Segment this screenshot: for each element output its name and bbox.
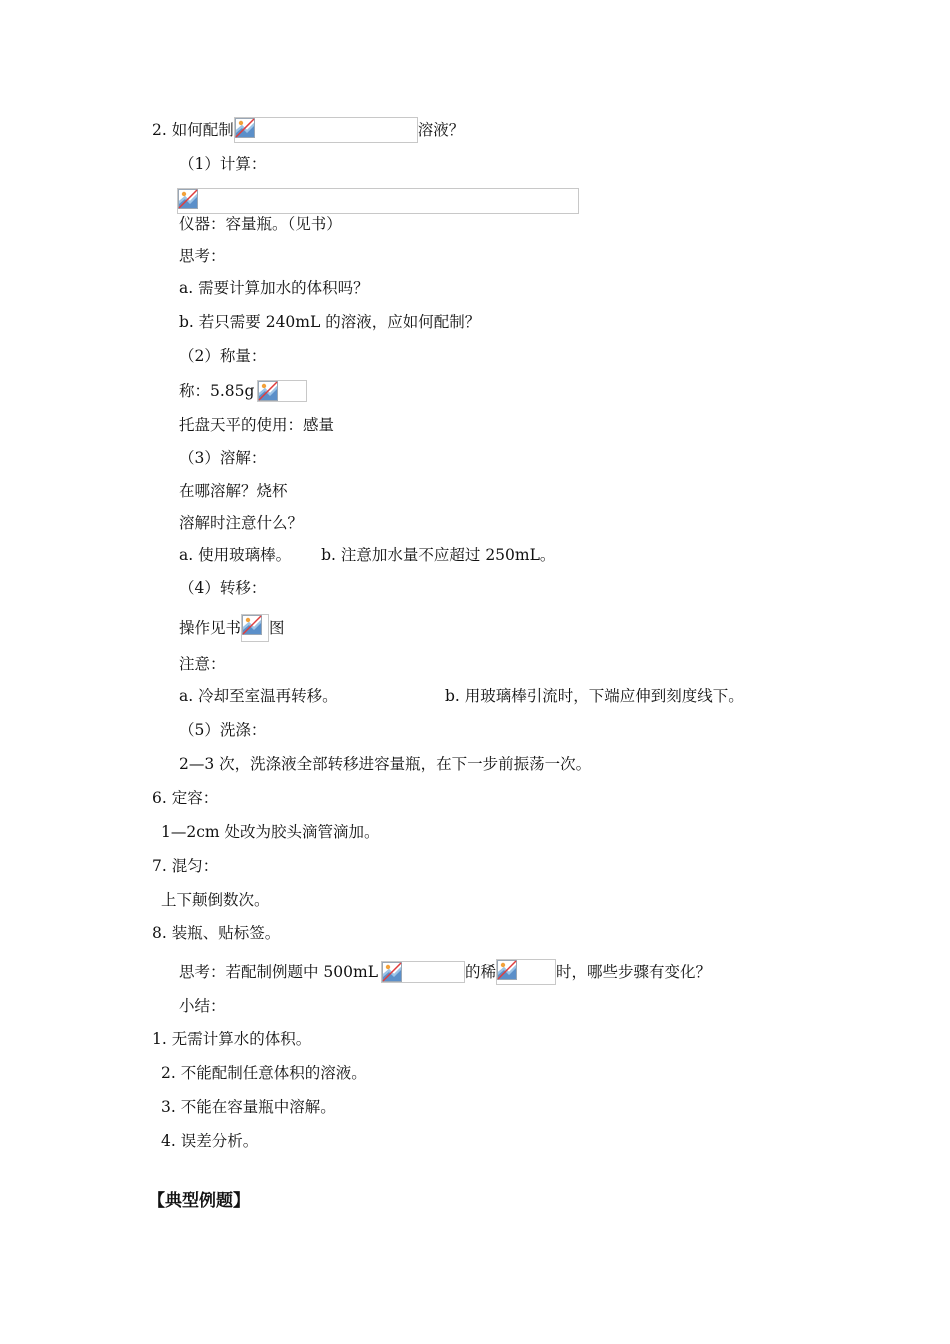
fix-volume-text: 1—2cm 处改为胶头滴管滴加。 xyxy=(161,823,380,841)
broken-image-icon xyxy=(497,960,517,980)
summary-item-3: 3. 不能在容量瓶中溶解。 xyxy=(161,1098,336,1116)
wash-text: 2—3 次，洗涤液全部转移进容量瓶，在下一步前振荡一次。 xyxy=(179,755,592,773)
dissolve-attention: 溶解时注意什么？ xyxy=(179,514,304,532)
step-1-title: （1）计算： xyxy=(179,155,267,173)
transfer-operation: 操作见书 图 xyxy=(179,614,285,642)
formula-image xyxy=(381,961,465,983)
formula-image xyxy=(496,959,556,985)
dissolve-notes: a. 使用玻璃棒。 b. 注意加水量不应超过 250mL。 xyxy=(179,546,556,564)
heading-how-to-prepare: 2. 如何配制 溶液？ xyxy=(152,117,464,143)
summary-item-1: 1. 无需计算水的体积。 xyxy=(152,1030,312,1048)
broken-image-icon xyxy=(242,615,262,635)
formula-image xyxy=(177,188,579,214)
step-7-title: 7. 混匀： xyxy=(152,857,219,875)
broken-image-icon xyxy=(235,118,255,138)
think-label: 思考： xyxy=(179,247,226,265)
calculation-image-row xyxy=(177,188,579,214)
formula-image xyxy=(234,117,418,143)
step-8-title: 8. 装瓶、贴标签。 xyxy=(152,924,281,942)
transfer-notes: a. 冷却至室温再转移。 b. 用玻璃棒引流时，下端应伸到刻度线下。 xyxy=(179,687,744,705)
balance-usage: 托盘天平的使用：感量 xyxy=(179,416,335,434)
step-3-title: （3）溶解： xyxy=(179,449,267,467)
summary-label: 小结： xyxy=(179,997,226,1015)
formula-image xyxy=(257,380,307,402)
step-2-title: （2）称量： xyxy=(179,347,267,365)
think-500ml: 思考：若配制例题中 500mL 的稀 时，哪些步骤有变化？ xyxy=(179,959,711,985)
question-b: b. 若只需要 240mL 的溶液，应如何配制？ xyxy=(179,313,481,331)
step-4-title: （4）转移： xyxy=(179,579,267,597)
broken-image-icon xyxy=(258,381,278,401)
section-heading-examples: 【典型例题】 xyxy=(148,1191,250,1211)
instrument-text: 仪器：容量瓶。（见书） xyxy=(179,215,342,233)
broken-image-icon xyxy=(382,962,402,982)
weigh-line: 称：5.85g xyxy=(179,380,307,402)
broken-image-icon xyxy=(178,189,198,209)
step-6-title: 6. 定容： xyxy=(152,789,219,807)
step-5-title: （5）洗涤： xyxy=(179,721,267,739)
summary-item-4: 4. 误差分析。 xyxy=(161,1132,259,1150)
attention-label: 注意： xyxy=(179,655,226,673)
dissolve-where: 在哪溶解？烧杯 xyxy=(179,482,288,500)
question-a: a. 需要计算加水的体积吗？ xyxy=(179,279,369,297)
summary-item-2: 2. 不能配制任意体积的溶液。 xyxy=(161,1064,367,1082)
figure-image xyxy=(241,614,269,642)
mix-text: 上下颠倒数次。 xyxy=(161,891,270,909)
